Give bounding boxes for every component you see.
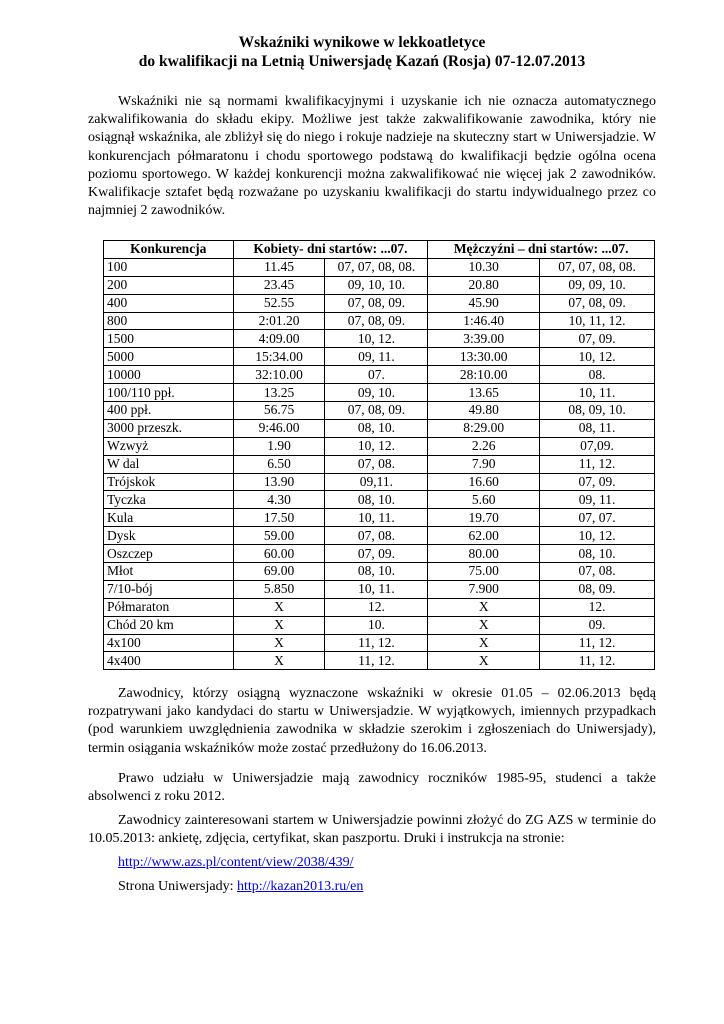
table-row [104,491,655,509]
cell-men-days: 11, 12. [540,634,655,652]
table-row [104,384,655,402]
cell-women-result: 6.50 [233,455,325,473]
cell-women-days: 10, 12. [325,437,428,455]
cell-women-result: X [233,634,325,652]
cell-men-result: X [428,616,540,634]
cell-women-result: X [233,598,325,616]
cell-men-result: 3:39.00 [428,330,540,348]
paragraph-eligibility: Prawo udziału w Uniwersjadzie mają zawodnicy roczników 1985-95, studenci a także absolwenci z roku 2012. [88,771,656,805]
cell-men-days: 07, 08. [540,563,655,581]
azs-link-line [118,854,354,872]
cell-men-result: 62.00 [428,527,540,545]
cell-women-result: 17.50 [233,509,325,527]
cell-men-result: 45.90 [428,294,540,312]
cell-men-days: 08, 09. [540,580,655,598]
cell-men-result: X [428,598,540,616]
cell-men-days: 12. [540,598,655,616]
cell-women-days: 10, 11. [325,509,428,527]
cell-event: 5000 [104,348,234,366]
cell-women-days: 09,11. [325,473,428,491]
cell-men-result: 1:46.40 [428,312,540,330]
cell-event: Chód 20 km [104,616,234,634]
table-row [104,402,655,420]
cell-men-result: 13.65 [428,384,540,402]
cell-women-result: 56.75 [233,402,325,420]
document-title-line2: do kwalifikacji na Letnią Uniwersjadę Kazań (Rosja) 07-12.07.2013 [138,53,586,70]
cell-event: Tyczka [104,491,234,509]
cell-men-result: 5.60 [428,491,540,509]
cell-women-result: 60.00 [233,545,325,563]
cell-women-days: 07, 08, 09. [325,402,428,420]
table-row [104,598,655,616]
table-row [104,455,655,473]
universiade-site-line [118,878,363,896]
cell-women-result: 11.45 [233,258,325,276]
cell-men-days: 07, 08, 09. [540,294,655,312]
cell-women-days: 10. [325,616,428,634]
cell-men-days: 10, 12. [540,527,655,545]
table-header-row [104,241,655,259]
table-row [104,580,655,598]
cell-event: 100/110 ppł. [104,384,234,402]
cell-event: 400 [104,294,234,312]
cell-women-result: 4:09.00 [233,330,325,348]
table-row [104,616,655,634]
document-title-line1: Wskaźniki wynikowe w lekkoatletyce [238,34,486,51]
cell-women-days: 11, 12. [325,634,428,652]
cell-event: Dysk [104,527,234,545]
cell-women-days: 07, 08, 09. [325,312,428,330]
table-row [104,545,655,563]
cell-event: Młot [104,563,234,581]
cell-women-result: 59.00 [233,527,325,545]
cell-men-days: 07, 09. [540,330,655,348]
paragraph-deadline: Zawodnicy, którzy osiągną wyznaczone wskaźniki w okresie 01.05 – 02.06.2013 będą rozpatrywani jako kandydaci do startu w Uniwersjadzie. W wyjątkowych, imiennych przypadkach (pod warunkiem uwzględnienia zawodnika w składzie szerokim i zgłoszeniach do Uniwersjady), termin osiągania wskaźników może zostać przedłużony do 16.06.2013. [88,686,656,756]
cell-women-result: X [233,616,325,634]
cell-event: 400 ppł. [104,402,234,420]
table-row [104,312,655,330]
cell-women-result: 13.90 [233,473,325,491]
cell-men-result: 8:29.00 [428,419,540,437]
cell-women-days: 12. [325,598,428,616]
cell-men-days: 09, 09, 10. [540,276,655,294]
table-row [104,348,655,366]
cell-women-result: 1.90 [233,437,325,455]
cell-men-result: 75.00 [428,563,540,581]
cell-women-result: 23.45 [233,276,325,294]
cell-men-days: 10, 12. [540,348,655,366]
cell-men-result: 28:10.00 [428,366,540,384]
cell-event: 100 [104,258,234,276]
cell-women-result: 2:01.20 [233,312,325,330]
cell-men-days: 10, 11, 12. [540,312,655,330]
cell-men-days: 09, 11. [540,491,655,509]
table-row [104,473,655,491]
cell-men-result: 10.30 [428,258,540,276]
cell-women-days: 07, 09. [325,545,428,563]
cell-men-days: 07, 07, 08, 08. [540,258,655,276]
cell-women-result: 9:46.00 [233,419,325,437]
cell-women-result: 13.25 [233,384,325,402]
intro-paragraph: Wskaźniki nie są normami kwalifikacyjnymi i uzyskanie ich nie oznacza automatycznego zakwalifikowania do składu ekipy. Możliwe jest także zakwalifikowanie zawodnika, który nie osiągnął wskaźnika, ale zbliżył się do niego i rokuje nadzieje na skuteczny start w Uniwersjadzie. W konkurencjach półmaratonu i chodu sportowego podstawą do kwalifikacji będzie ogólna ocena poziomu sportowego. W każdej konkurencji można zakwalifikować nie więcej jak 2 zawodników. Kwalifikacje sztafet będą rozważane po uzyskaniu kwalifikacji do startu indywidualnego przez co najmniej 2 zawodników. [88,94,656,219]
cell-men-days: 10, 11. [540,384,655,402]
cell-women-days: 07, 08, 09. [325,294,428,312]
cell-event: Oszczep [104,545,234,563]
cell-women-days: 09, 10. [325,384,428,402]
cell-event: 4x400 [104,652,234,670]
cell-men-days: 08, 09, 10. [540,402,655,420]
cell-men-days: 11, 12. [540,652,655,670]
table-row [104,258,655,276]
cell-women-result: 15:34.00 [233,348,325,366]
cell-men-days: 07,09. [540,437,655,455]
cell-men-days: 08, 10. [540,545,655,563]
cell-women-days: 11, 12. [325,652,428,670]
cell-women-days: 07, 07, 08, 08. [325,258,428,276]
table-row [104,294,655,312]
cell-men-result: 80.00 [428,545,540,563]
cell-men-days: 09. [540,616,655,634]
cell-men-result: 19.70 [428,509,540,527]
cell-event: 1500 [104,330,234,348]
cell-event: 10000 [104,366,234,384]
cell-men-result: 7.900 [428,580,540,598]
cell-men-days: 08, 11. [540,419,655,437]
table-row [104,366,655,384]
cell-event: W dal [104,455,234,473]
universiade-site-link[interactable]: http://kazan2013.ru/en [236,879,364,894]
table-row [104,276,655,294]
cell-women-days: 08, 10. [325,491,428,509]
qualification-table [103,240,655,670]
cell-women-days: 08, 10. [325,563,428,581]
table-row [104,563,655,581]
azs-link[interactable]: http://www.azs.pl/content/view/2038/439/ [118,855,354,870]
table-row [104,527,655,545]
table-row [104,419,655,437]
cell-men-result: 7.90 [428,455,540,473]
cell-men-result: 49.80 [428,402,540,420]
paragraph-documents: Zawodnicy zainteresowani startem w Uniwersjadzie powinni złożyć do ZG AZS w terminie do 10.05.2013: ankietę, zdjęcia, certyfikat, skan paszportu. Druki i instrukcja na stronie: [88,813,656,847]
cell-women-days: 07, 08. [325,527,428,545]
header-event: Konkurencja [104,241,234,259]
table-row [104,330,655,348]
cell-men-result: 20.80 [428,276,540,294]
cell-event: Kula [104,509,234,527]
cell-men-result: 2.26 [428,437,540,455]
cell-women-days: 09, 11. [325,348,428,366]
table-row [104,634,655,652]
header-women: Kobiety- dni startów: ...07. [233,241,428,259]
cell-event: Półmaraton [104,598,234,616]
cell-event: 200 [104,276,234,294]
header-men: Mężczyźni – dni startów: ...07. [428,241,655,259]
cell-men-days: 07, 07. [540,509,655,527]
cell-event: 4x100 [104,634,234,652]
cell-women-result: 5.850 [233,580,325,598]
table-row [104,652,655,670]
cell-men-result: X [428,634,540,652]
cell-women-result: 69.00 [233,563,325,581]
cell-women-result: 32:10.00 [233,366,325,384]
cell-men-days: 07, 09. [540,473,655,491]
cell-women-days: 10, 11. [325,580,428,598]
cell-event: Trójskok [104,473,234,491]
cell-women-result: X [233,652,325,670]
table-body [104,258,655,669]
cell-men-result: X [428,652,540,670]
cell-women-days: 07, 08. [325,455,428,473]
cell-women-result: 52.55 [233,294,325,312]
cell-event: 800 [104,312,234,330]
cell-men-days: 11, 12. [540,455,655,473]
cell-men-result: 13:30.00 [428,348,540,366]
table-row [104,437,655,455]
cell-women-result: 4.30 [233,491,325,509]
universiade-site-label: Strona Uniwersjady: [118,879,237,894]
cell-women-days: 08, 10. [325,419,428,437]
cell-event: Wzwyż [104,437,234,455]
cell-event: 7/10-bój [104,580,234,598]
cell-women-days: 10, 12. [325,330,428,348]
cell-event: 3000 przeszk. [104,419,234,437]
table-row [104,509,655,527]
cell-women-days: 09, 10, 10. [325,276,428,294]
cell-men-days: 08. [540,366,655,384]
cell-women-days: 07. [325,366,428,384]
cell-men-result: 16.60 [428,473,540,491]
